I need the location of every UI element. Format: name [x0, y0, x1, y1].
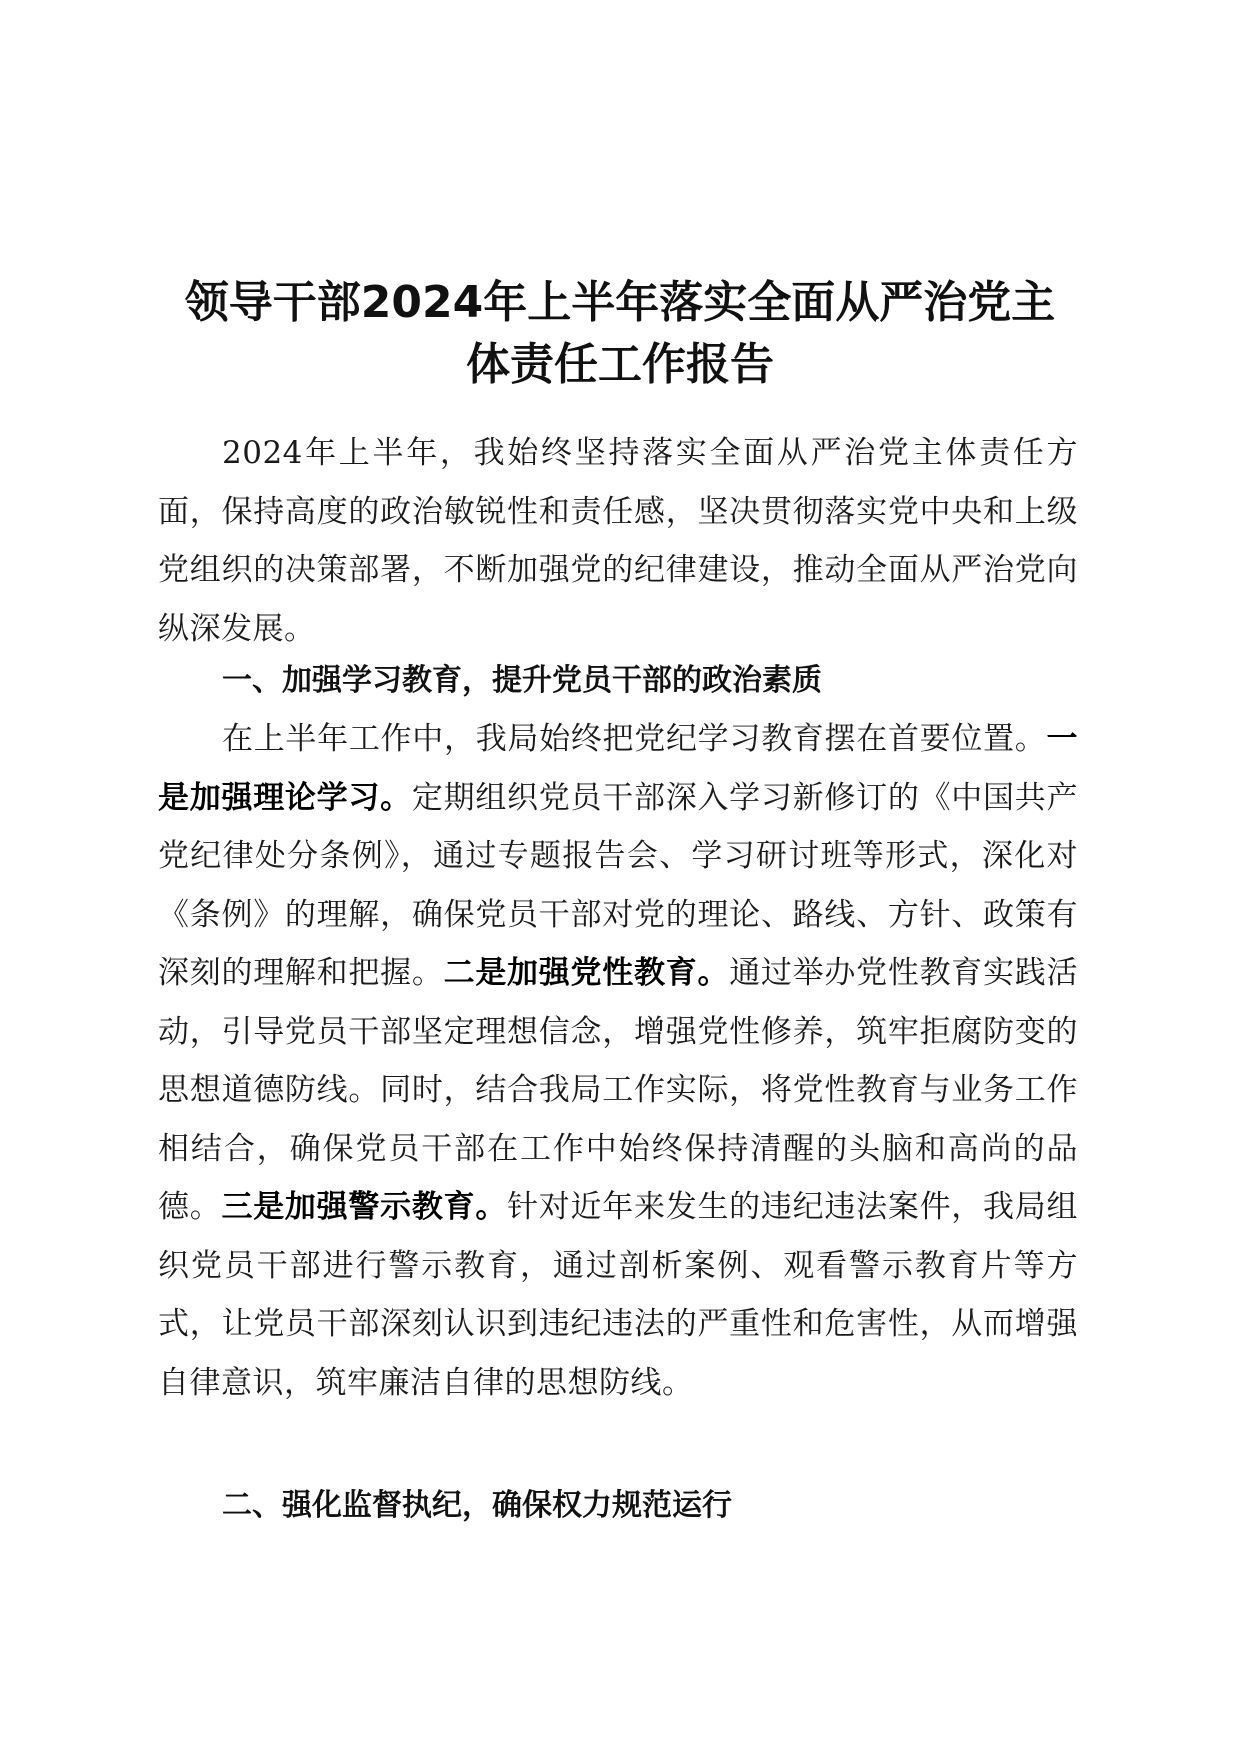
item-1-text: 定期组织党员干部深入学习新修订的《中国共产党纪律处分条例》，通过专题报告会、学习研讨班等形式，深化对《条例》的理解，确保党员干部对党的理论、路线、方针、政策有深刻的理解和把握。	[158, 779, 1079, 991]
item-3-text: 针对近年来发生的违纪违法案件，我局组织党员干部进行警示教育，通过剖析案例、观看警示教育片等方式，让党员干部深刻认识到违纪违法的严重性和危害性，从而增强自律意识，筑牢廉洁自律的思想防线。	[158, 1189, 1079, 1401]
item-3-lead: 三是加强警示教育。	[221, 1189, 508, 1225]
title-line-2: 体责任工作报告	[466, 339, 774, 390]
item-2-text: 通过举办党性教育实践活动，引导党员干部坚定理想信念，增强党性修养，筑牢拒腐防变的思想道德防线。同时，结合我局工作实际，将党性教育与业务工作相结合，确保党员干部在工作中始终保持清醒的头脑和高尚的品德。	[158, 955, 1079, 1225]
item-1-lead: 一是加强理论学习。	[158, 721, 1078, 816]
intro-paragraph: 2024年上半年，我始终坚持落实全面从严治党主体责任方面，保持高度的政治敏锐性和责任感，坚决贯彻落实党中央和上级党组织的决策部署，不断加强党的纪律建设，推动全面从严治党向纵深发展。	[158, 435, 1078, 647]
section-1-paragraph	[158, 710, 1078, 1412]
title-line-1: 领导干部2024年上半年落实全面从严治党主	[184, 277, 1056, 328]
item-2-lead: 二是加强党性教育。	[443, 955, 730, 991]
document-title	[150, 272, 1090, 396]
section-2-heading: 二、强化监督执纪，确保权力规范运行	[222, 1488, 732, 1523]
section-1-heading: 一、加强学习教育，提升党员干部的政治素质	[222, 663, 822, 698]
section-1-opening: 在上半年工作中，我局始终把党纪学习教育摆在首要位置。	[222, 721, 1047, 757]
